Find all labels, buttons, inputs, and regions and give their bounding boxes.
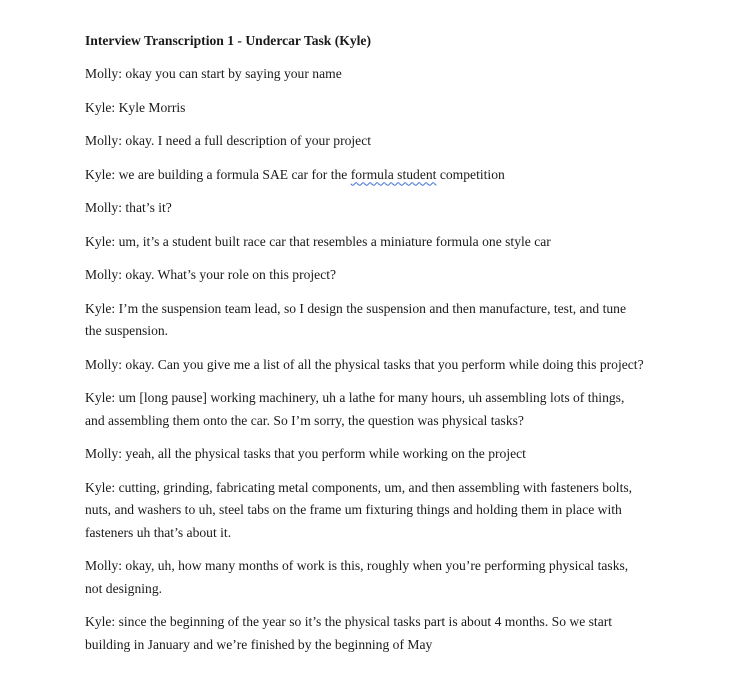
transcript-paragraph: Kyle: um [long pause] working machinery, uh a lathe for many hours, uh assembling lots of things, and assembling them onto the car. So I’m sorry, the question was physical tasks?: [85, 390, 625, 428]
transcript-paragraph: Molly: yeah, all the physical tasks that you perform while working on the project: [85, 446, 526, 461]
document-page: [85, 30, 645, 667]
transcript-paragraph: [85, 164, 645, 187]
spellcheck-flagged-text[interactable]: formula student: [350, 166, 437, 182]
transcript-paragraph: Kyle: um, it’s a student built race car that resembles a miniature formula one style car: [85, 233, 551, 249]
transcript-paragraph: Kyle: cutting, grinding, fabricating metal components, um, and then assembling with fasteners bolts, nuts, and washers to uh, steel tabs on the frame um fixturing things and holding them in place with fasteners uh that’s about it.: [85, 479, 633, 540]
paragraph-text: competition: [436, 166, 505, 182]
transcript-paragraph: Molly: okay. What’s your role on this project?: [85, 267, 337, 282]
transcript-paragraph: Molly: that’s it?: [85, 200, 172, 215]
transcript-paragraph: Kyle: Kyle Morris: [85, 99, 186, 115]
transcript-paragraph: Molly: okay. Can you give me a list of all the physical tasks that you perform while doing this project?: [85, 356, 644, 372]
transcript-paragraph: Kyle: I’m the suspension team lead, so I design the suspension and then manufacture, test, and tune the suspension.: [85, 300, 626, 338]
transcript-paragraph: Molly: okay, uh, how many months of work is this, roughly when you’re performing physical tasks, not designing.: [85, 558, 629, 596]
transcript-paragraph: Kyle: since the beginning of the year so it’s the physical tasks part is about 4 months. So we start building in January and we’re finished by the beginning of May: [85, 614, 613, 652]
transcript-paragraph: Molly: okay. I need a full description of your project: [85, 133, 372, 148]
document-title: Interview Transcription 1 - Undercar Task (Kyle): [85, 33, 371, 48]
paragraph-text: Kyle: we are building a formula SAE car for the: [85, 166, 351, 182]
transcript-paragraph: Molly: okay you can start by saying your name: [85, 66, 342, 81]
